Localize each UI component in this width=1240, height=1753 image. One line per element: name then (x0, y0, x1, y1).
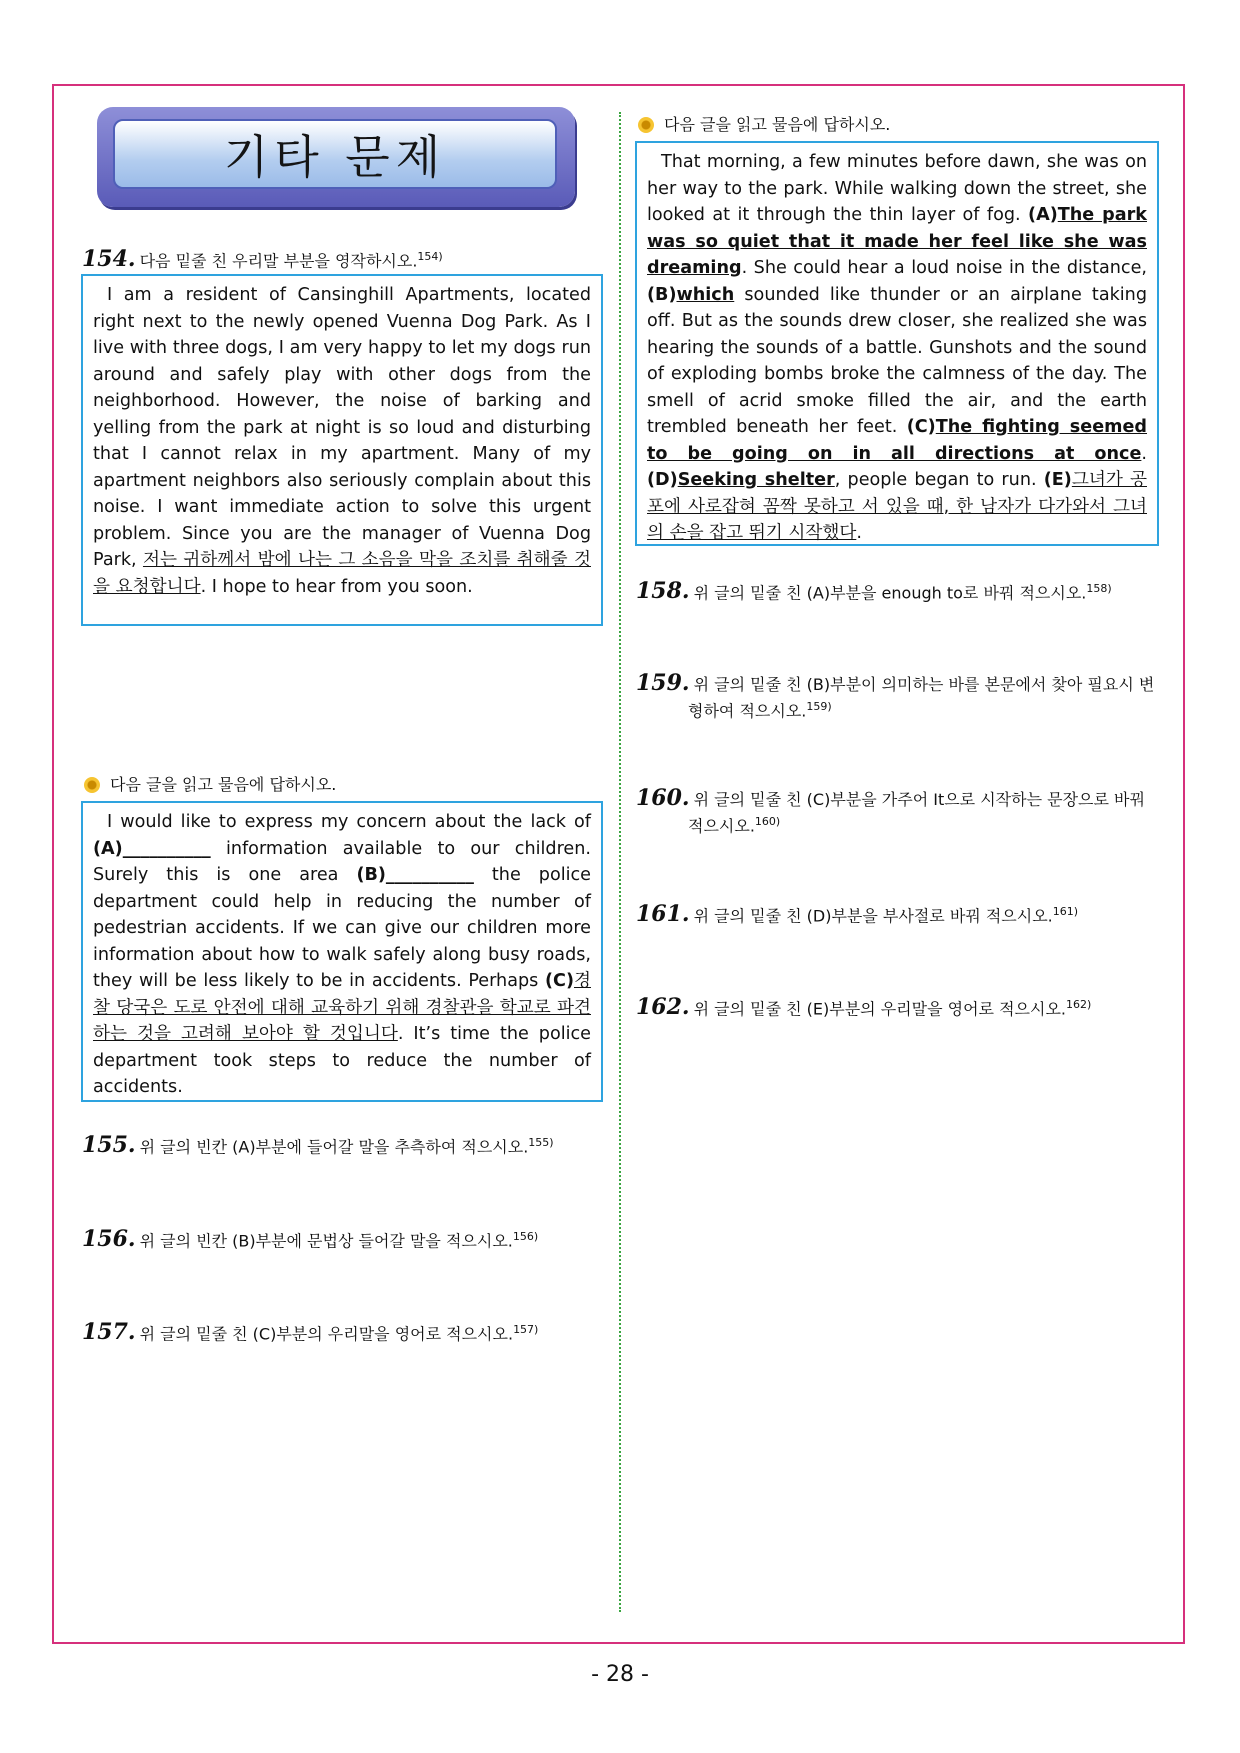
question-159 (636, 672, 1160, 722)
question-number: 160. (636, 785, 690, 811)
passage-text: I am a resident of Cansinghill Apartments, located right next to the newly opened Vuenna Dog Park. As I live with three dogs, I am very happy to let my dogs run around and safely play with other dogs from the neighborhood. However, the noise of barking and yelling from the park at night is so loud and disturbing that I cannot relax in my apartment. Many of my apartment neighbors also seriously complain about this noise. I want immediate action to solve this urgent problem. Since you are the manager of Vuenna Dog Park, (93, 285, 591, 570)
footnote-ref: 158) (1086, 582, 1112, 595)
question-text: 다음 밑줄 친 우리말 부분을 영작하시오. (139, 251, 418, 271)
label-c: (C) (545, 971, 574, 991)
question-number: 155. (82, 1132, 136, 1159)
passage-text: the police department could help in reducing the number of pedestrian accidents. If we can give our children more information about how to walk safely along busy roads, they will be less likely to be in accidents. Perhaps (93, 865, 591, 991)
footnote-ref: 157) (513, 1323, 539, 1336)
label-d: (D) (647, 470, 678, 490)
passage-text: . She could hear a loud noise in the distance, (741, 258, 1147, 278)
question-157 (82, 1319, 612, 1345)
label-b: (B) (647, 284, 677, 305)
footnote-ref: 161) (1052, 905, 1079, 918)
underlined-a: The park was so quiet that it made her feel like she was dreaming (647, 205, 1147, 278)
column-divider (619, 112, 621, 1612)
passage-text: . (1141, 443, 1147, 464)
question-text: 위 글의 밑줄 친 (E)부분의 우리말을 영어로 적으시오. (693, 999, 1066, 1019)
passage-text: . It’s time the police department took steps to reduce the number of accidents. (93, 1024, 591, 1097)
underlined-korean: 경찰 당국은 도로 안전에 대해 교육하기 위해 경찰관을 학교로 파견하는 것을 고려해 보아야 할 것입니다 (93, 971, 591, 1044)
question-number: 162. (636, 994, 690, 1021)
footnote-ref: 160) (754, 815, 781, 828)
question-text: 위 글의 밑줄 친 (C)부분을 가주어 It으로 시작하는 문장으로 바꿔 적으시오. (688, 790, 1145, 836)
blank-a: (A)__________ (93, 838, 211, 859)
question-number: 159. (636, 670, 690, 696)
section-title-panel (113, 119, 557, 189)
underlined-korean: 저는 귀하께서 밤에 나는 그 소음을 막을 조치를 취해줄 것을 요청합니다 (93, 550, 591, 597)
passage-text: , people began to run. (834, 470, 1044, 490)
underlined-d: Seeking shelter (677, 470, 835, 490)
passage-text: information available to our children. Surely this is one area (93, 838, 591, 885)
passage-box-3 (635, 141, 1159, 546)
instruction-text: 다음 글을 읽고 물음에 답하시오. (110, 775, 337, 794)
question-text: 위 글의 빈칸 (A)부분에 들어갈 말을 추측하여 적으시오. (139, 1137, 529, 1157)
question-158 (636, 578, 1166, 604)
flower-icon (638, 117, 654, 133)
passage-text: sounded like thunder or an airplane taking off. But as the sounds drew closer, she realized she was hearing the sounds of a battle. Gunshots and the sound of exploding bombs broke the calmness of the day. The smell of acrid smoke filled the air, and the earth trembled beneath her feet. (647, 284, 1147, 437)
label-e: (E) (1043, 470, 1072, 490)
passage-text: . (856, 523, 862, 543)
label-a: (A) (1028, 205, 1058, 225)
question-number: 161. (636, 901, 690, 928)
footnote-ref: 154) (417, 250, 443, 263)
flower-icon (84, 777, 100, 793)
question-160 (636, 787, 1160, 837)
passage-text: That morning, a few minutes before dawn, she was on her way to the park. While walking down the street, she looked at it through the thin layer of fog. (647, 152, 1147, 225)
question-number: 158. (636, 578, 690, 605)
question-154 (82, 246, 602, 272)
question-155 (82, 1132, 612, 1158)
footnote-ref: 162) (1066, 998, 1092, 1011)
question-number: 156. (82, 1226, 136, 1253)
question-162 (636, 994, 1166, 1020)
question-156 (82, 1226, 612, 1252)
section-title: 기타 문제 (223, 130, 447, 184)
question-text: 위 글의 밑줄 친 (C)부분의 우리말을 영어로 적으시오. (139, 1324, 514, 1344)
question-text: 위 글의 밑줄 친 (A)부분을 enough to로 바꿔 적으시오. (693, 583, 1087, 603)
section-title-banner (97, 107, 575, 207)
question-161 (636, 901, 1166, 927)
underlined-c: The fighting seemed to be going on in all directions at once (647, 417, 1147, 464)
blank-b: (B)__________ (356, 865, 474, 885)
underlined-e: 그녀가 공포에 사로잡혀 꼼짝 못하고 서 있을 때, 한 남자가 다가와서 그녀의 손을 잡고 뛰기 시작했다 (647, 470, 1147, 543)
instruction-right (638, 114, 890, 136)
passage-box-1 (81, 274, 603, 626)
passage-text: I would like to express my concern about the lack of (107, 812, 591, 832)
instruction-left (84, 774, 336, 796)
question-number: 157. (82, 1319, 136, 1346)
passage-text: . I hope to hear from you soon. (200, 576, 473, 597)
passage-box-2 (81, 801, 603, 1102)
question-text: 위 글의 밑줄 친 (B)부분이 의미하는 바를 본문에서 찾아 필요시 변형하여 적으시오. (688, 675, 1155, 721)
label-c: (C) (906, 417, 936, 437)
page-number: - 28 - (591, 1662, 649, 1687)
question-text: 위 글의 빈칸 (B)부분에 문법상 들어갈 말을 적으시오. (139, 1231, 513, 1251)
underlined-b: which (676, 284, 735, 305)
footnote-ref: 156) (512, 1230, 539, 1243)
question-number: 154. (82, 246, 136, 273)
footnote-ref: 155) (528, 1136, 554, 1149)
footnote-ref: 159) (806, 700, 832, 713)
question-text: 위 글의 밑줄 친 (D)부분을 부사절로 바꿔 적으시오. (693, 906, 1053, 926)
instruction-text: 다음 글을 읽고 물음에 답하시오. (664, 115, 891, 134)
